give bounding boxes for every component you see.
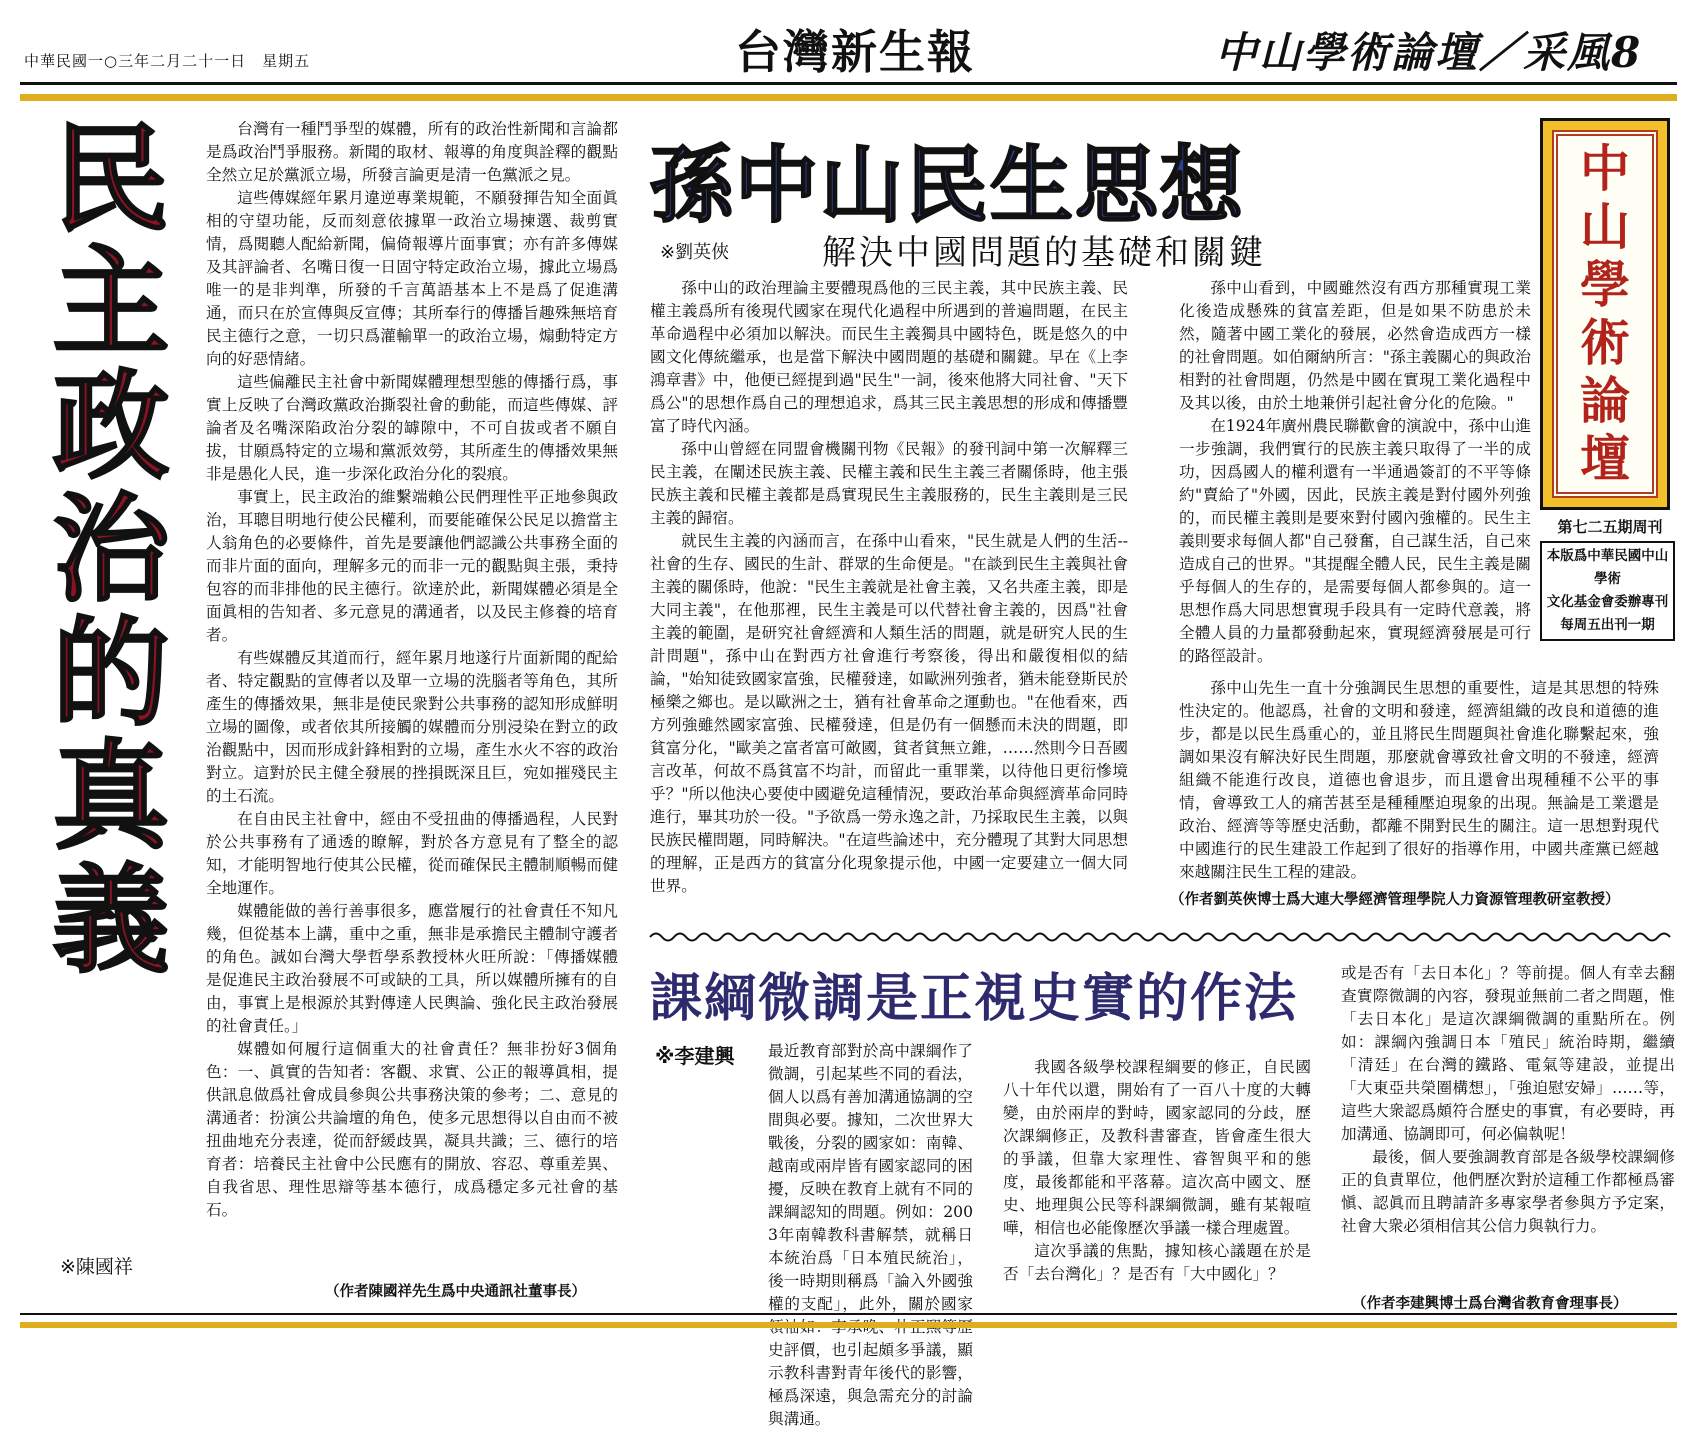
logo-char: 壇: [1580, 429, 1630, 488]
bottom-article-title: 課綱微調是正視史實的作法: [650, 968, 1299, 1029]
paragraph: 最近教育部對於高中課綱作了微調，引起某些不同的看法，個人以爲有善加溝通協調的空間與必要。據知，二次世界大戰後，分裂的國家如：南韓、越南或兩岸皆有國家認同的困擾，反映在教育上就有不同的課綱認知的問題。例如：2003年南韓教科書解禁，就稱日本統治爲「日本殖民統治」，後一時期則稱爲「論入外國強權的支配」，此外，關於國家 史評價，也引起頗多爭議，顯示教科書對青年後代的影響，極爲深遠，與急需充分的討論與溝通。: [768, 1042, 973, 1428]
forum-logo: [1540, 118, 1670, 510]
main-article-subtitle: 解決中國問題的基礎和關鍵: [822, 233, 1266, 273]
issue-number: 第七二五期周刊: [1557, 518, 1663, 536]
paragraph: 事實上，民主政治的維繫端賴公民們理性平正地參與政治，耳聰目明地行使公民權利，而要能確保公民足以擔當主人翁角色的必要條件，首先是要讓他們認識公共事務全面的而非片面的面向，理解多元的而非一元的觀點與主張，秉持包容的而非排他的民主德行。欲達於此，新聞媒體必須是全面眞相的告知者、多元意見的溝通者，以及民主修養的培育者。: [206, 488, 618, 644]
main-article-credit: （作者劉英俠博士爲大連大學經濟管理學院人力資源管理教研室教授）: [1170, 892, 1620, 908]
note-line: 本版爲中華民國中山學術: [1546, 548, 1669, 587]
main-article-col2: [1179, 277, 1531, 668]
main-article-col1: [650, 277, 1128, 898]
header-rule: [20, 82, 1677, 85]
note-line: 文化基金會委辦專刊: [1546, 594, 1669, 610]
footer-rule: [20, 1313, 1677, 1315]
paragraph: 這些偏離民主社會中新聞媒體理想型態的傳播行爲，事實上反映了台灣政黨政治撕裂社會的動能，而這些傳媒、評論者及名嘴深陷政治分裂的罅隙中，不可自拔或者不願自拔，甘願爲特定的立場和黨派效勞，其所產生的傳播效果無非是愚化人民，進一步深化政治分化的裂痕。: [206, 373, 618, 483]
paragraph: 在自由民主社會中，經由不受扭曲的傳播過程，人民對於公共事務有了通透的瞭解，對於各方意見有了整全的認知，才能明智地行使其公民權，從而確保民主體制順暢而健全地運作。: [206, 810, 618, 897]
paragraph: 在1924年廣州農民聯歡會的演說中，孫中山進一步強調，我們實行的民族主義只取得了一半的成功，因爲國人的權利還有一半通過簽訂的不平等條約"賣給了"外國，因此，民族主義是對付國外列強的，而民權主義則是要來對付國內強權的。民生主義則要求每個人都"自己發奮，自己謀生活，自己來造成自己的世界。"其提醒全體人民，民生主義是關乎每個人的生存的，是需要每個人都參與的。這一思想作爲大同思想實現手段具有一定時代意義，將全體人員的力量都發動起來，實現經濟發展是可行的路徑設計。: [1179, 417, 1531, 665]
note-line: 每周五出刊一期: [1560, 617, 1655, 633]
paragraph: 孫中山看到，中國雖然沒有西方那種實現工業化後造成懸殊的貧富差距，但是如果不防患於未然，隨著中國工業化的發展，必然會造成西方一樣的社會問題。如伯爾納所言："孫主義關心的與政治相對的社會問題，仍然是中國在實現工業化過程中及其以後，由於土地兼併引起社會分化的危險。": [1179, 279, 1531, 412]
logo-char: 中: [1580, 139, 1630, 198]
masthead: 台灣新生報: [735, 25, 975, 79]
paragraph: 台灣有一種鬥爭型的媒體，所有的政治性新聞和言論都是爲政治鬥爭服務。新聞的取材、報導的角度與詮釋的觀點全然立足於黨派立場，所發言論更是清一色黨派之見。: [206, 120, 618, 184]
gold-rule-bottom: [20, 1322, 1677, 1328]
paragraph: 或是否有「去日本化」？等前提。個人有幸去翻查實際微調的內容，發現並無前二者之問題，惟「去日本化」是這次課綱微調的重點所在。例如：課綱內強調日本「殖民」統治時期，繼續「清廷」在台灣的鐵路、電氣等建設，並提出「大東亞共榮圈構想」，「強迫慰安婦」……等，這些大衆認爲頗符合歷史的事實，有必要時，再加溝通、協調即可，何必偏執呢！: [1341, 964, 1675, 1143]
bottom-article-col2: [1003, 1056, 1311, 1286]
left-article-credit: （作者陳國祥先生爲中央通訊社董事長）: [325, 1284, 586, 1300]
logo-char: 術: [1580, 313, 1630, 372]
logo-char: 論: [1580, 371, 1630, 430]
paragraph: 媒體如何履行這個重大的社會責任？無非扮好3個角色：一、眞實的告知者：客觀、求實、公正的報導眞相，提供訊息做爲社會成員參與公共事務決策的參考；二、意見的溝通者：扮演公共論壇的角色，使多元思想得以自由而不被扭曲地充分表達，從而舒緩歧異，凝具共識；三、德行的培育者：培養民主社會中公民應有的開放、容忍、尊重差異、自我省思、理性思辯等基本德行，成爲穩定多元社會的基石。: [206, 1040, 618, 1219]
paragraph: 我國各級學校課程綱要的修正，自民國八十年代以還，開始有了一百八十度的大轉變，由於兩岸的對峙，國家認同的分歧，歷次課綱修正，及教科書審查，皆會產生很大的爭議，但靠大家理性、睿智與平和的態度，最後都能和平落幕。這次高中國文、歷史、地理與公民等科課綱微調，雖有某報喧嘩，相信也必能像歷次爭議一樣合理處置。: [1003, 1058, 1311, 1237]
publication-note: [1540, 541, 1675, 641]
paragraph: 這次爭議的焦點，據知核心議題在於是否「去台灣化」？是否有「大中國化」？: [1003, 1242, 1311, 1283]
paragraph: 最後，個人要強調教育部是各級學校課綱修正的負責單位，他們歷次對於這種工作都極爲審愼、認眞而且聘請許多專家學者參與方予定案，社會大衆必須相信其公信力與執行力。: [1341, 1148, 1675, 1235]
paragraph: 孫中山先生一直十分強調民生思想的重要性，這是其思想的特殊性決定的。他認爲，社會的文明和發達，經濟組織的改良和道德的進步，都是以民生爲重心的，並且將民生問題與社會進化聯繫起來，強調如果沒有解決好民生問題，那麼就會導致社會文明的不發達，經濟組織不能進行改良，道德也會退步，而且還會出現種種不公平的事情，會導致工人的痛苦甚至是種種壓迫現象的出現。無論是工業還是政治、經濟等等歷史活動，都離不開對民生的關注。這一思想對現代中國進行的民生建設工作起到了很好的指導作用，中國共產黨已經越來越關注民生工程的建設。: [1179, 679, 1659, 881]
paragraph: 孫中山曾經在同盟會機關刊物《民報》的發刊詞中第一次解釋三民主義，在闡述民族主義、民權主義和民生主義三者關係時，他主張民族主義和民權主義都是爲實現民生主義服務的，民生主義則是三民主義的歸宿。: [650, 440, 1128, 527]
bottom-article-credit: （作者李建興博士爲台灣省教育會理事長）: [1352, 1296, 1628, 1312]
paragraph: 孫中山的政治理論主要體現爲他的三民主義，其中民族主義、民權主義爲所有後現代國家在現代化過程中所遇到的普遍問題，在民主革命過程中必須加以解決。而民生主義獨具中國特色，既是悠久的中國文化傳統繼承，也是當下解決中國問題的基礎和關鍵。早在《上李鴻章書》中，他便已經提到過"民生"一詞，後來他將大同社會、"天下爲公"的思想作爲自己的理想追求，爲其三民主義思想的形成和傳播豐富了時代內涵。: [650, 279, 1128, 435]
left-article-byline: ※陳國祥: [60, 1256, 133, 1278]
bottom-article-col3: [1341, 962, 1675, 1238]
logo-char: 山: [1580, 197, 1630, 256]
paragraph: 有些媒體反其道而行，經年累月地遂行片面新聞的配給者、特定觀點的宣傳者以及單一立場的洗腦者等角色，其所產生的傳播效果，無非是使民衆對公共事務的認知形成鮮明立場的圖像，或者依其所接觸的媒體而分別浸染在對立的政治觀點中，因而形成針鋒相對的立場，產生水火不容的政治對立。這對於民主健全發展的挫損既深且巨，宛如摧殘民主的土石流。: [206, 649, 618, 805]
section-title: 中山學術論壇／采風8: [1215, 28, 1643, 77]
main-article-byline: ※劉英俠: [660, 242, 730, 263]
left-article-body: [206, 118, 618, 1222]
left-article-title: 民主政治的真義: [52, 111, 170, 989]
paragraph: 媒體能做的善行善事很多，應當履行的社會責任不知凡幾，但從基本上講，重中之重，無非是承擔民主體制守護者的角色。誠如台灣大學哲學系教授林火旺所說：「傳播媒體是促進民主政治發展不可或缺的工具，所以媒體所擁有的自由，事實上是根源於其對傳達人民輿論、強化民主政治發展的社會責任。」: [206, 902, 618, 1035]
issue-date: 中華民國一○三年二月二十一日 星期五: [24, 52, 311, 70]
wave-divider: [650, 930, 1675, 944]
main-article-col2-cont: [1179, 677, 1659, 884]
gold-rule-top: [20, 94, 1677, 101]
main-article-title: 孫中山民生思想: [650, 137, 1245, 234]
bottom-article-col1: [650, 1040, 973, 1431]
bottom-article-byline: ※李建興: [655, 1044, 735, 1068]
paragraph: 就民生主義的內涵而言，在孫中山看來，"民生就是人們的生活--社會的生存、國民的生計、群眾的生命便是。"在談到民生主義與社會主義的關係時，他說："民生主義就是社會主義，又名共產主義，即是大同主義"，在他那裡，民生主義是可以代替社會主義的，因爲"社會主義的範圍，是研究社會經濟和人類生活的問題，就是研究人民的生計問題"，孫中山在對西方社會進行考察後，得出和嚴復相似的結論，"始知徒致國家富強，民權發達，如歐洲列強者，猶未能登斯民於極樂之鄉也。是以歐洲之士，猶有社會革命之運動也。"在他看來，西方列強雖然國家富強、民權發達，但是仍有一個懸而未決的問題，即貧富分化，"歐美之富者富可敵國，貧者貧無立錐，……然則今日吾國言改革，何故不爲貧富不均計，而留此一重罪業，以待他日更衍慘境乎？"所以他決心要使中國避免這種情況，要政治革命與經濟革命同時進行，畢其功於一役。"予欲爲一勞永逸之計，乃採取民生主義，以與民族民權問題，同時解決。"在這些論述中，充分體現了其對大同思想的理解，正是西方的貧富分化現象提示他，中國一定要建立一個大同世界。: [650, 532, 1128, 895]
logo-char: 學: [1580, 255, 1630, 314]
paragraph: 這些傳媒經年累月違逆專業規範，不願發揮告知全面眞相的守望功能，反而刻意依據單一政治立場揀選、裁剪實情，爲閱聽人配給新聞，偏倚報導片面事實；亦有許多傳媒及其評論者、名嘴日復一日固守特定政治立場，據此立場爲唯一的是非判準，所發的千言萬語基本上不是爲了促進溝通，而只在於宣傳與反宣傳；其所奉行的傳播旨趣殊無培育民主德行之意，一切只爲灌輸單一的政治立場，煽動特定方向的好惡情緒。: [206, 189, 618, 368]
